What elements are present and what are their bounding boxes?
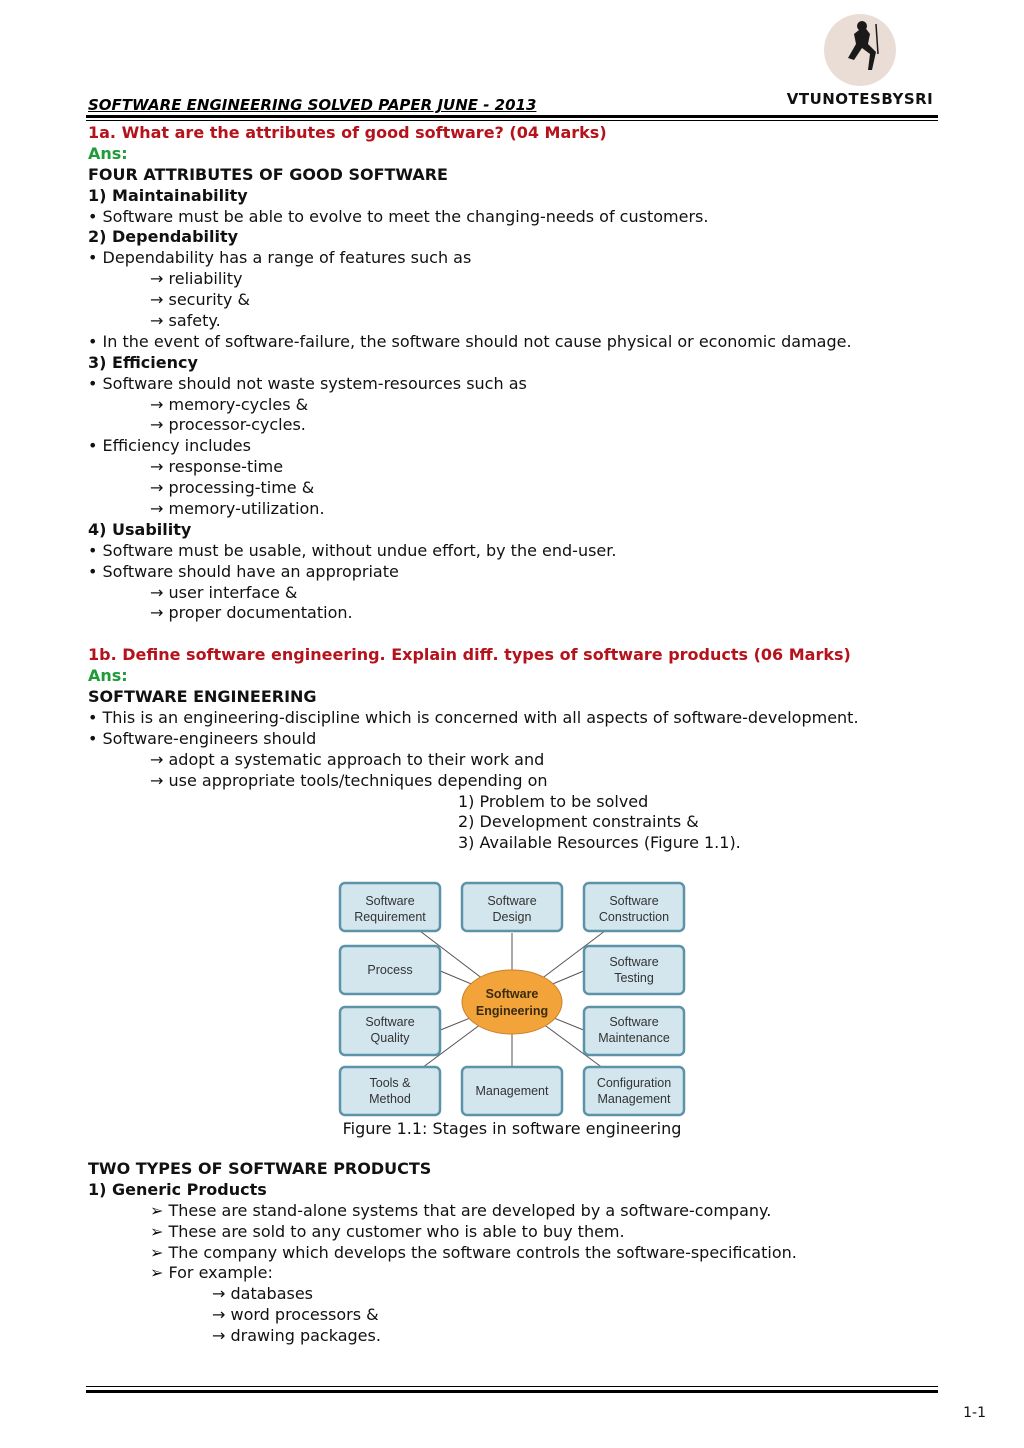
numbered-item: 2) Development constraints & <box>458 812 699 832</box>
climber-logo-icon <box>824 14 896 86</box>
bullet-text: • Dependability has a range of features such as <box>88 248 472 268</box>
box-label: Testing <box>614 971 654 985</box>
arrow-item: → response-time <box>150 457 284 477</box>
box-label: Management <box>475 1084 549 1098</box>
page-header-title: SOFTWARE ENGINEERING SOLVED PAPER JUNE - 2013 <box>88 96 537 114</box>
bullet-text: • Software-engineers should <box>88 728 317 748</box>
logo-text: VTUNOTESBYSRI <box>786 90 934 108</box>
question-1b: 1b. Define software engineering. Explain diff. types of software products (06 Marks) <box>88 645 851 665</box>
arrow-item: → processing-time & <box>150 478 315 498</box>
box-label: Software <box>365 894 415 908</box>
box-label: Construction <box>598 910 670 924</box>
figure-caption: Figure 1.1: Stages in software engineering <box>342 1119 682 1138</box>
numbered-item: 1) Problem to be solved <box>458 791 649 811</box>
numbered-item: 3) Available Resources (Figure 1.1). <box>458 833 741 853</box>
arrow-item: → security & <box>150 290 250 310</box>
header-rule-thin <box>86 120 938 121</box>
bullet-text: • Software should not waste system-resources such as <box>88 373 527 393</box>
document-body-continued <box>88 1159 948 1347</box>
box-label: Software <box>609 894 659 908</box>
bullet-text: ➢ For example: <box>150 1263 273 1283</box>
section-heading: TWO TYPES OF SOFTWARE PRODUCTS <box>88 1159 432 1178</box>
bullet-text: • Software must be usable, without undue effort, by the end-user. <box>88 540 617 560</box>
logo <box>780 14 940 108</box>
bullet-text: • In the event of software-failure, the software should not cause physical or economic damage. <box>88 331 852 351</box>
arrow-item: → processor-cycles. <box>150 415 306 435</box>
box-label: Maintenance <box>598 1031 670 1045</box>
arrow-item: → use appropriate tools/techniques depending on <box>150 770 548 790</box>
arrow-item: → word processors & <box>212 1305 379 1325</box>
box-label: Software <box>487 894 537 908</box>
arrow-item: → adopt a systematic approach to their work and <box>150 749 545 769</box>
bullet-text: • Software should have an appropriate <box>88 561 399 581</box>
bullet-text: • This is an engineering-discipline which is concerned with all aspects of software-development. <box>88 707 859 727</box>
box-label: Software <box>365 1015 415 1029</box>
box-label: Configuration <box>596 1076 672 1090</box>
center-label: Engineering <box>475 1004 549 1018</box>
page-number: 1-1 <box>963 1405 986 1421</box>
center-label: Software <box>485 987 539 1001</box>
bullet-text: ➢ The company which develops the software controls the software-specification. <box>150 1242 797 1262</box>
arrow-item: → safety. <box>150 311 221 331</box>
header-rule <box>86 115 938 118</box>
subheading: 2) Dependability <box>88 227 239 247</box>
footer-rule <box>86 1390 938 1393</box>
section-heading: SOFTWARE ENGINEERING <box>88 687 317 707</box>
diagram-center <box>462 970 562 1034</box>
arrow-item: → user interface & <box>150 582 298 602</box>
document-body <box>88 123 948 854</box>
box-label: Requirement <box>354 910 426 924</box>
box-label: Management <box>597 1092 671 1106</box>
diagram-box <box>340 1067 440 1115</box>
box-label: Tools & <box>369 1076 411 1090</box>
figure-stages-diagram <box>336 879 688 1117</box>
box-label: Design <box>492 910 532 924</box>
bullet-text: • Efficiency includes <box>88 436 251 456</box>
box-label: Quality <box>370 1031 410 1045</box>
arrow-item: → proper documentation. <box>150 603 353 623</box>
answer-label: Ans: <box>88 143 128 163</box>
bullet-text: • Software must be able to evolve to meet the changing-needs of customers. <box>88 206 709 226</box>
footer-rule-thin <box>86 1386 938 1387</box>
arrow-item: → drawing packages. <box>212 1326 381 1346</box>
arrow-item: → memory-utilization. <box>150 499 325 519</box>
subheading: 1) Generic Products <box>88 1179 267 1199</box>
diagram-box <box>584 1067 684 1115</box>
arrow-item: → databases <box>212 1284 314 1304</box>
answer-label: Ans: <box>88 666 128 686</box>
diagram-box <box>584 946 684 994</box>
bullet-text: ➢ These are sold to any customer who is able to buy them. <box>150 1221 625 1241</box>
question-1a: 1a. What are the attributes of good software? (04 Marks) <box>88 123 607 142</box>
subheading: 1) Maintainability <box>88 185 248 205</box>
box-label: Software <box>609 955 659 969</box>
arrow-item: → memory-cycles & <box>150 394 309 414</box>
box-label: Process <box>367 963 413 977</box>
bullet-text: ➢ These are stand-alone systems that are developed by a software-company. <box>150 1200 772 1220</box>
box-label: Method <box>369 1092 411 1106</box>
arrow-item: → reliability <box>150 269 243 289</box>
subheading: 4) Usability <box>88 519 192 539</box>
box-label: Software <box>609 1015 659 1029</box>
subheading: 3) Efficiency <box>88 352 198 372</box>
spacer <box>88 624 948 645</box>
section-heading: FOUR ATTRIBUTES OF GOOD SOFTWARE <box>88 164 448 184</box>
